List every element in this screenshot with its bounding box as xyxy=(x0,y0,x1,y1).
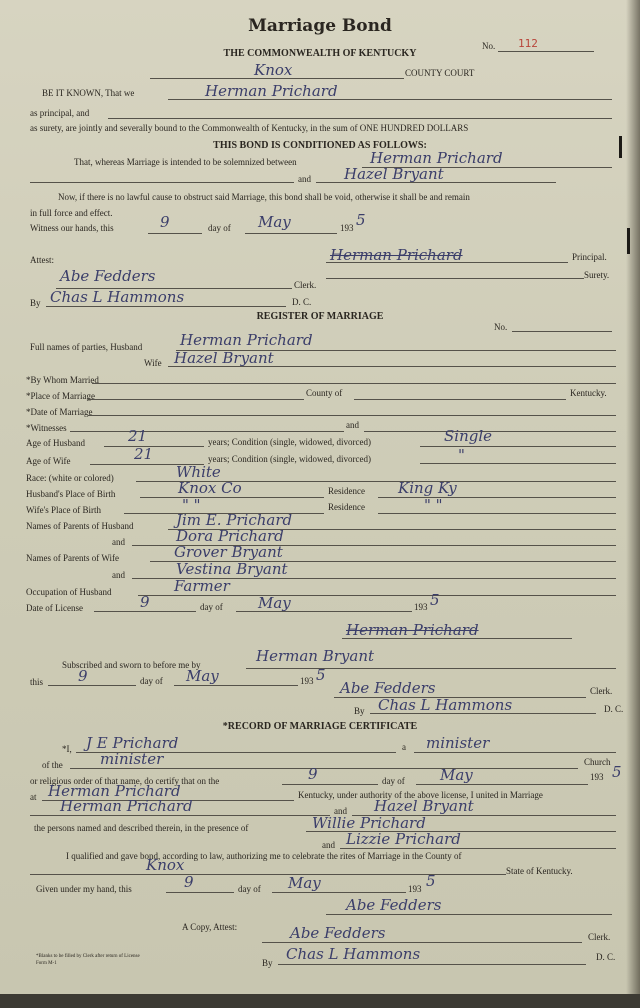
officiant-title: minister xyxy=(426,734,490,752)
by-whom-label: *By Whom Married xyxy=(26,375,99,385)
cert-by-label: By xyxy=(262,958,273,968)
register-dc-signature: Chas L Hammons xyxy=(378,696,513,714)
register-no-label: No. xyxy=(494,322,508,332)
register-dc-label: D. C. xyxy=(604,704,624,714)
license-day-of: day of xyxy=(200,602,223,612)
cert-dc-signature: Chas L Hammons xyxy=(286,945,421,963)
witness-text: Witness our hands, this xyxy=(30,223,114,233)
day-of-label: day of xyxy=(208,223,231,233)
mother-husband: Dora Prichard xyxy=(176,527,284,545)
wife-label: Wife xyxy=(144,358,162,368)
dc-label: D. C. xyxy=(292,297,312,307)
given-day-of: day of xyxy=(238,884,261,894)
kentucky-label: Kentucky. xyxy=(570,388,607,398)
marriage-place: Herman Prichard xyxy=(48,782,181,800)
husband-name: Herman Prichard xyxy=(180,331,313,349)
church-name: minister xyxy=(100,750,164,768)
sworn-year-suffix: 5 xyxy=(316,666,326,684)
cert-a-label: a xyxy=(402,742,406,752)
age-husband: 21 xyxy=(128,427,148,445)
officiant-name: J E Prichard xyxy=(86,734,179,752)
sworn-month: May xyxy=(186,667,219,685)
place-label: *Place of Marriage xyxy=(26,391,95,401)
bond-day: 9 xyxy=(160,213,170,231)
county-name: Knox xyxy=(254,61,293,79)
church-label: Church xyxy=(584,757,611,767)
qualified-text: I qualified and gave bond, according to law, authorizing me to celebrate the rites of Marriage in the County of xyxy=(66,851,462,861)
kentucky-text: Kentucky, under authority of the above license, I united in Marriage xyxy=(298,790,543,800)
witnesses-and: and xyxy=(346,420,359,430)
footnote-line1: *Blanks to be filled by Clerk after return of License xyxy=(36,954,140,959)
condition-wife: " xyxy=(458,446,465,464)
license-month: May xyxy=(258,594,291,612)
cert-month: May xyxy=(440,766,473,784)
bond-dc-signature: Chas L Hammons xyxy=(50,288,185,306)
page-edge-shadow xyxy=(626,0,640,1008)
license-year-prefix: 193 xyxy=(414,602,428,612)
sworn-by: Herman Bryant xyxy=(256,647,375,665)
parents-husband-label: Names of Parents of Husband xyxy=(26,521,134,531)
age-wife-label: Age of Wife xyxy=(26,456,71,466)
force-text: in full force and effect. xyxy=(30,208,113,218)
document-subtitle: THE COMMONWEALTH OF KENTUCKY xyxy=(223,48,417,59)
date-label: *Date of Marriage xyxy=(26,407,93,417)
cert-day-of: day of xyxy=(382,776,405,786)
bond-clerk-signature: Abe Fedders xyxy=(60,267,156,285)
race-label: Race: (white or colored) xyxy=(26,473,114,483)
residence-label-2: Residence xyxy=(328,502,365,512)
officiant-signature: Abe Fedders xyxy=(346,896,442,914)
given-year-prefix: 193 xyxy=(408,884,422,894)
license-date-label: Date of License xyxy=(26,603,83,613)
cert-party2: Hazel Bryant xyxy=(374,797,474,815)
cert-party1: Herman Prichard xyxy=(60,797,193,815)
cert-and-label-2: and xyxy=(322,840,335,850)
at-label: at xyxy=(30,792,37,802)
sworn-year-prefix: 193 xyxy=(300,676,314,686)
be-it-known: BE IT KNOWN, That we xyxy=(42,88,135,98)
cert-county: Knox xyxy=(146,856,185,874)
document-title: Marriage Bond xyxy=(248,16,392,36)
given-month: May xyxy=(288,874,321,892)
cert-and-label: and xyxy=(334,806,347,816)
occupation-label: Occupation of Husband xyxy=(26,587,112,597)
wife-birth-label: Wife's Place of Birth xyxy=(26,505,101,515)
and-label: and xyxy=(298,174,311,184)
parents-wife-label: Names of Parents of Wife xyxy=(26,553,119,563)
surety-label: Surety. xyxy=(584,270,610,280)
condition-label-2: years; Condition (single, widowed, divorced) xyxy=(208,454,371,464)
register-heading: REGISTER OF MARRIAGE xyxy=(256,311,384,322)
copy-attest-label: A Copy, Attest: xyxy=(182,922,238,932)
year-suffix: 5 xyxy=(356,211,366,229)
bond-number: 112 xyxy=(518,37,538,50)
cert-clerk-signature: Abe Fedders xyxy=(290,924,386,942)
husband-birth: Knox Co xyxy=(178,479,242,497)
fullnames-label: Full names of parties, Husband xyxy=(30,342,143,352)
race-value: White xyxy=(176,463,221,481)
wife-birth: " " xyxy=(182,496,201,514)
father-wife: Grover Bryant xyxy=(174,543,283,561)
condition-husband: Single xyxy=(444,427,493,445)
given-day: 9 xyxy=(184,873,194,891)
residence-label: Residence xyxy=(328,486,365,496)
parents-husband-and: and xyxy=(112,537,125,547)
cert-i-label: *I, xyxy=(62,744,72,754)
no-label: No. xyxy=(482,41,496,51)
principal-label: Principal. xyxy=(572,252,607,262)
cert-day: 9 xyxy=(308,765,318,783)
witness1: Willie Prichard xyxy=(312,814,426,832)
whereas-text: That, whereas Marriage is intended to be solemnized between xyxy=(74,157,297,167)
given-year-suffix: 5 xyxy=(426,872,436,890)
wife-name: Hazel Bryant xyxy=(174,349,274,367)
of-the-label: of the xyxy=(42,760,63,770)
condition-heading: THIS BOND IS CONDITIONED AS FOLLOWS: xyxy=(213,140,427,151)
subscribed-text: Subscribed and sworn to before me by xyxy=(62,660,201,670)
mother-wife: Vestina Bryant xyxy=(176,560,288,578)
county-of-label: County of xyxy=(306,388,343,398)
principal-name: Herman Prichard xyxy=(205,82,338,100)
condition-label: years; Condition (single, widowed, divorced) xyxy=(208,437,371,447)
parents-wife-and: and xyxy=(112,570,125,580)
license-day: 9 xyxy=(140,593,150,611)
age-wife: 21 xyxy=(134,445,154,463)
license-year-suffix: 5 xyxy=(430,591,440,609)
clerk-label: Clerk. xyxy=(294,280,317,290)
bond-party2: Hazel Bryant xyxy=(344,165,444,183)
sworn-day-of: day of xyxy=(140,676,163,686)
certify-text: or religious order of that name, do certify that on the xyxy=(30,776,220,786)
cert-year-suffix: 5 xyxy=(612,763,622,781)
state-label: State of Kentucky. xyxy=(506,866,573,876)
father-husband: Jim E. Prichard xyxy=(176,511,293,529)
certificate-heading: *RECORD OF MARRIAGE CERTIFICATE xyxy=(222,721,418,732)
subscribed-signature: Herman Prichard xyxy=(346,621,479,639)
attest-label: Attest: xyxy=(30,255,54,265)
surety-text: as surety, are jointly and severally bound to the Commonwealth of Kentucky, in the sum of ONE HUNDRED DOLLARS xyxy=(30,123,469,133)
wife-residence: " " xyxy=(424,496,443,514)
register-by-label: By xyxy=(354,706,365,716)
sworn-day: 9 xyxy=(78,667,88,685)
this-label: this xyxy=(30,677,44,687)
page-bottom-edge xyxy=(0,994,640,1008)
witnesses-label: *Witnesses xyxy=(26,423,67,433)
bond-party1: Herman Prichard xyxy=(370,149,503,167)
footnote-line2: Form M-1 xyxy=(36,961,57,966)
year-prefix: 193 xyxy=(340,223,354,233)
persons-text: the persons named and described therein, in the presence of xyxy=(34,823,249,833)
cert-clerk-label: Clerk. xyxy=(588,932,611,942)
register-clerk-label: Clerk. xyxy=(590,686,613,696)
as-principal: as principal, and xyxy=(30,108,90,118)
register-clerk-signature: Abe Fedders xyxy=(340,679,436,697)
cert-year-prefix: 193 xyxy=(590,772,604,782)
occupation-value: Farmer xyxy=(174,577,230,595)
principal-signature: Herman Prichard xyxy=(330,246,463,264)
county-court-label: COUNTY COURT xyxy=(405,68,475,78)
binding-mark xyxy=(627,228,630,254)
bond-month: May xyxy=(258,213,291,231)
witness2: Lizzie Prichard xyxy=(346,830,461,848)
cert-dc-label: D. C. xyxy=(596,952,616,962)
age-husband-label: Age of Husband xyxy=(26,438,85,448)
husband-residence: King Ky xyxy=(398,479,457,497)
now-text: Now, if there is no lawful cause to obstruct said Marriage, this bond shall be void, otherwise it shall be and remain xyxy=(58,192,470,202)
by-label: By xyxy=(30,298,41,308)
given-text: Given under my hand, this xyxy=(36,884,132,894)
husband-birth-label: Husband's Place of Birth xyxy=(26,489,116,499)
